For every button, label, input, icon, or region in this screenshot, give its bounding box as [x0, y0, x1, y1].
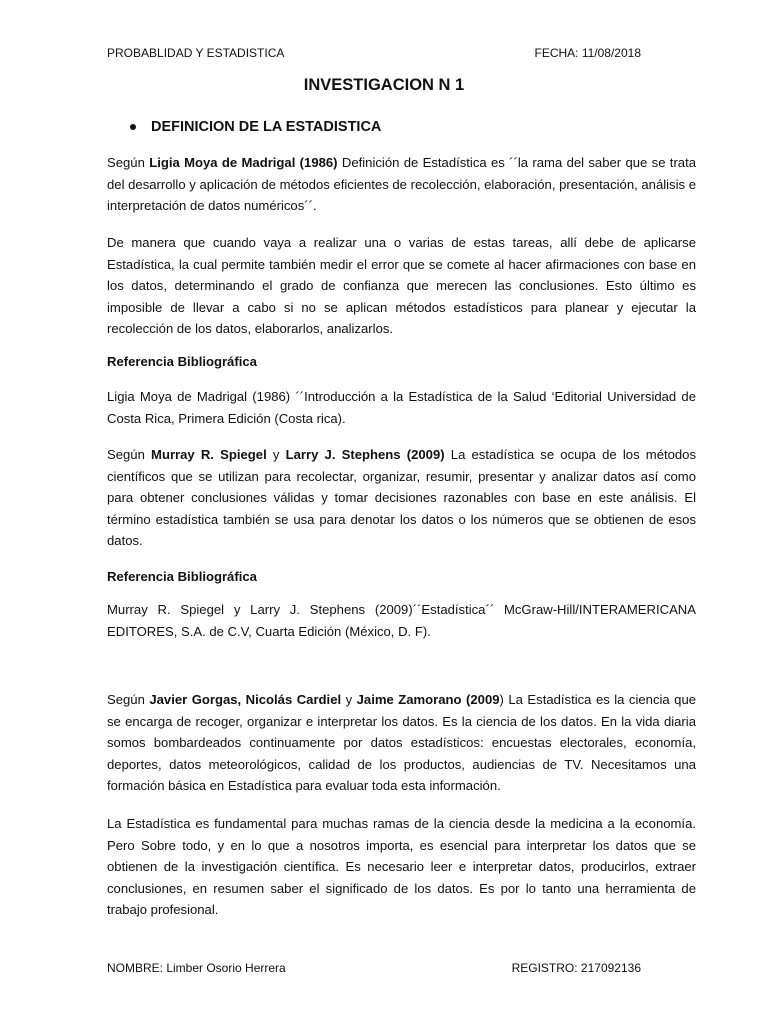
header-date: FECHA: 11/08/2018 [534, 46, 641, 60]
p1-pre: Según [107, 155, 150, 170]
p2-text: De manera que cuando vaya a realizar una o varias de estas tareas, allí debe de aplicarse Estadística, la cual permite también medir el error que se comete al hacer afirmaciones con base en los datos, determinando el grado de confianza que merecen las conclusiones. Esto último es imposible de llevar a cabo si no se aplican métodos estadísticos para planear y ejecutar la recolección de los datos, elaborarlos, analizarlos. [107, 235, 696, 337]
paragraph-5 [107, 813, 696, 921]
paragraph-4 [107, 689, 696, 797]
reference-2 [107, 599, 696, 642]
page-header [107, 46, 641, 60]
section-heading-text: DEFINICION DE LA ESTADISTICA [151, 119, 382, 135]
p3-author2: Larry J. Stephens (2009) [285, 447, 445, 462]
paragraph-2 [107, 232, 696, 340]
p4-author1: Javier Gorgas, Nicolás Cardiel [149, 692, 342, 707]
p5-text: La Estadística es fundamental para muchas ramas de la ciencia desde la medicina a la economía. Pero Sobre todo, y en lo que a nosotros importa, es esencial para interpretar los datos que se obtienen de la investigación científica. Es necesario leer e interpretar datos, producirlos, extraer conclusiones, en resumen saber el significado de los datos. Es por lo tanto una herramienta de trabajo profesional. [107, 816, 696, 918]
footer-name: NOMBRE: Limber Osorio Herrera [107, 961, 286, 975]
p4-mid: y [341, 692, 357, 707]
document-title: INVESTIGACION N 1 [303, 76, 465, 94]
section-heading [130, 119, 381, 135]
reference-label-1 [107, 351, 696, 373]
page-footer [107, 961, 641, 975]
footer-registro: REGISTRO: 217092136 [511, 961, 641, 975]
paragraph-3 [107, 444, 696, 552]
p3-mid: y [266, 447, 286, 462]
p1-text: Definición de Estadística es ´´la rama del saber que se trata del desarrollo y aplicación de métodos eficientes de recolección, elaboración, presentación, análisis e interpretación de datos numéricos´´. [107, 155, 697, 214]
ref-label-1-text: Referencia Bibliográfica [107, 354, 257, 369]
bullet-dot-icon [130, 124, 136, 130]
p3-author1: Murray R. Spiegel [151, 447, 267, 462]
reference-label-2 [107, 566, 696, 588]
ref2-text: Murray R. Spiegel y Larry J. Stephens (2009)´´Estadística´´ McGraw-Hill/INTERAMERICANA EDITORES, S.A. de C.V, Cuarta Edición (México, D. F). [107, 602, 696, 639]
paragraph-1 [107, 152, 696, 217]
ref1-text: Ligia Moya de Madrigal (1986) ´´Introducción a la Estadística de la Salud ‘Editorial Universidad de Costa Rica, Primera Edición (Costa rica). [107, 389, 696, 426]
p3-text: La estadística se ocupa de los métodos científicos que se utilizan para recolectar, organizar, resumir, presentar y analizar datos así como para obtener conclusiones válidas y tomar decisiones razonables con base en este análisis. El término estadística también se usa para denotar los datos o los números que se obtienen de esos datos. [107, 447, 697, 549]
p4-author2: Jaime Zamorano (2009 [356, 692, 500, 707]
ref-label-2-text: Referencia Bibliográfica [107, 569, 257, 584]
p3-pre: Según [107, 447, 152, 462]
p4-pre: Según [107, 692, 150, 707]
p4-text: ) La Estadística es la ciencia que se encarga de recoger, organizar e interpretar los datos. Es la ciencia de los datos. En la vida diaria somos bombardeados continuamente por datos estadísticos: encuestas electorales, economía, deportes, datos meteorológicos, calidad de los productos, audiencias de TV. Necesitamos una formación básica en Estadística para evaluar toda esta información. [107, 692, 697, 794]
header-subject: PROBABLIDAD Y ESTADISTICA [107, 46, 285, 60]
p1-author: Ligia Moya de Madrigal (1986) [149, 155, 338, 170]
reference-1 [107, 386, 696, 429]
